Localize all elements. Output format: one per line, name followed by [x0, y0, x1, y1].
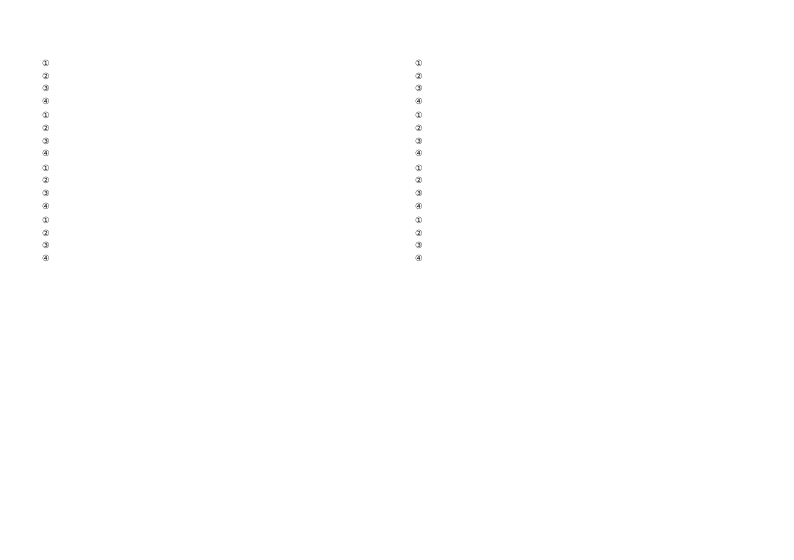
question-option: [413, 188, 760, 201]
left-column: [40, 58, 387, 546]
option-number: ①: [42, 216, 50, 227]
option-number: ④: [415, 253, 423, 264]
question-option: [40, 228, 387, 241]
question-option: [413, 240, 760, 253]
option-number: ③: [42, 136, 50, 147]
question-option: [413, 148, 760, 161]
question-option: [413, 215, 760, 228]
question-option: [413, 123, 760, 136]
option-number: ②: [415, 123, 423, 134]
option-number: ②: [42, 228, 50, 239]
question-option: [413, 110, 760, 123]
question-option: [40, 58, 387, 71]
question-option: [40, 148, 387, 161]
option-number: ①: [42, 111, 50, 122]
option-number: ①: [415, 163, 423, 174]
question-option: [40, 201, 387, 214]
question: [40, 215, 387, 265]
option-number: ②: [415, 228, 423, 239]
question: [413, 163, 760, 213]
question-option: [40, 83, 387, 96]
question-option: [413, 201, 760, 214]
option-number: ①: [42, 59, 50, 69]
question-option: [413, 136, 760, 149]
question: [413, 58, 760, 108]
question-option: [413, 96, 760, 109]
question: [40, 58, 387, 108]
option-number: ①: [415, 59, 423, 69]
question-option: [40, 188, 387, 201]
option-number: ③: [42, 188, 50, 199]
question-option: [413, 71, 760, 84]
question-option: [40, 123, 387, 136]
option-number: ④: [42, 253, 50, 264]
option-number: ②: [42, 123, 50, 134]
option-number: ③: [42, 241, 50, 252]
question-option: [413, 58, 760, 71]
option-number: ③: [415, 136, 423, 147]
option-number: ②: [42, 71, 50, 82]
question-option: [413, 83, 760, 96]
option-number: ②: [415, 71, 423, 82]
option-number: ④: [415, 201, 423, 212]
question-option: [40, 110, 387, 123]
question-option: [40, 175, 387, 188]
option-number: ③: [415, 188, 423, 199]
option-number: ④: [42, 149, 50, 160]
option-number: ④: [415, 96, 423, 107]
question-option: [413, 228, 760, 241]
option-number: ②: [42, 176, 50, 187]
right-column: [413, 58, 760, 546]
question-option: [40, 253, 387, 266]
option-number: ①: [415, 111, 423, 122]
option-number: ②: [415, 176, 423, 187]
question: [413, 110, 760, 160]
question: [413, 215, 760, 265]
question-option: [40, 163, 387, 176]
question-option: [40, 136, 387, 149]
question-option: [413, 175, 760, 188]
question-option: [40, 215, 387, 228]
question-option: [40, 71, 387, 84]
option-number: ③: [415, 241, 423, 252]
question-option: [40, 240, 387, 253]
option-number: ①: [42, 163, 50, 174]
option-number: ③: [415, 84, 423, 95]
option-number: ③: [42, 84, 50, 95]
question-option: [413, 253, 760, 266]
question: [40, 110, 387, 160]
question-option: [40, 96, 387, 109]
option-number: ④: [42, 201, 50, 212]
question: [40, 163, 387, 213]
option-number: ④: [42, 96, 50, 107]
option-number: ①: [415, 216, 423, 227]
question-option: [413, 163, 760, 176]
option-number: ④: [415, 149, 423, 160]
